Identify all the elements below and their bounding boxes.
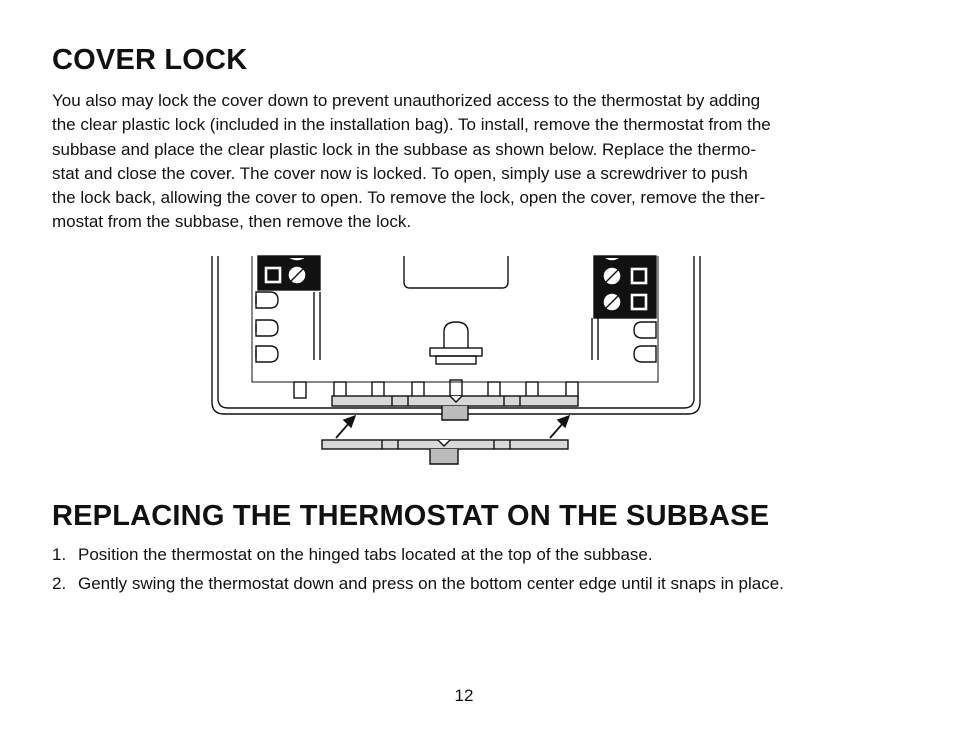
paragraph-line: stat and close the cover. The cover now is locked. To open, simply use a screwdriver to push: [52, 163, 748, 183]
cover-lock-paragraph: [52, 89, 892, 235]
step-number: 1.: [52, 545, 67, 564]
paragraph-line: You also may lock the cover down to prevent unauthorized access to the thermostat by adding: [52, 91, 761, 110]
step-number: 2.: [52, 574, 67, 593]
center-hook: [430, 322, 482, 364]
left-connector-tabs: [256, 292, 278, 362]
page-number: 12: [454, 686, 474, 705]
step-text: Position the thermostat on the hinged tabs located at the top of the subbase.: [78, 545, 653, 564]
paragraph-line: the lock back, allowing the cover to open. To remove the lock, open the cover, remove the ther-: [52, 188, 766, 208]
step-item: [52, 544, 784, 573]
replacing-thermostat-heading: REPLACING THE THERMOSTAT ON THE SUBBASE: [52, 500, 770, 532]
plastic-lock-piece: [322, 440, 568, 464]
left-terminal-block: [258, 256, 320, 290]
paragraph-line: the clear plastic lock (included in the installation bag). To install, remove the thermostat from the: [52, 115, 771, 135]
subbase-lock-illustration: [200, 252, 710, 468]
step-text: Gently swing the thermostat down and press on the bottom center edge until it snaps in place.: [78, 574, 784, 593]
paragraph-line: mostat from the subbase, then remove the lock.: [52, 212, 412, 232]
right-connector-tabs: [634, 322, 656, 362]
paragraph-line: subbase and place the clear plastic lock in the subbase as shown below. Replace the thermo-: [52, 139, 757, 159]
step-item: [52, 573, 784, 602]
bottom-posts: [294, 380, 578, 398]
cover-lock-heading: COVER LOCK: [52, 44, 248, 76]
instruction-steps: [52, 544, 784, 602]
right-terminal-block: [594, 256, 656, 318]
